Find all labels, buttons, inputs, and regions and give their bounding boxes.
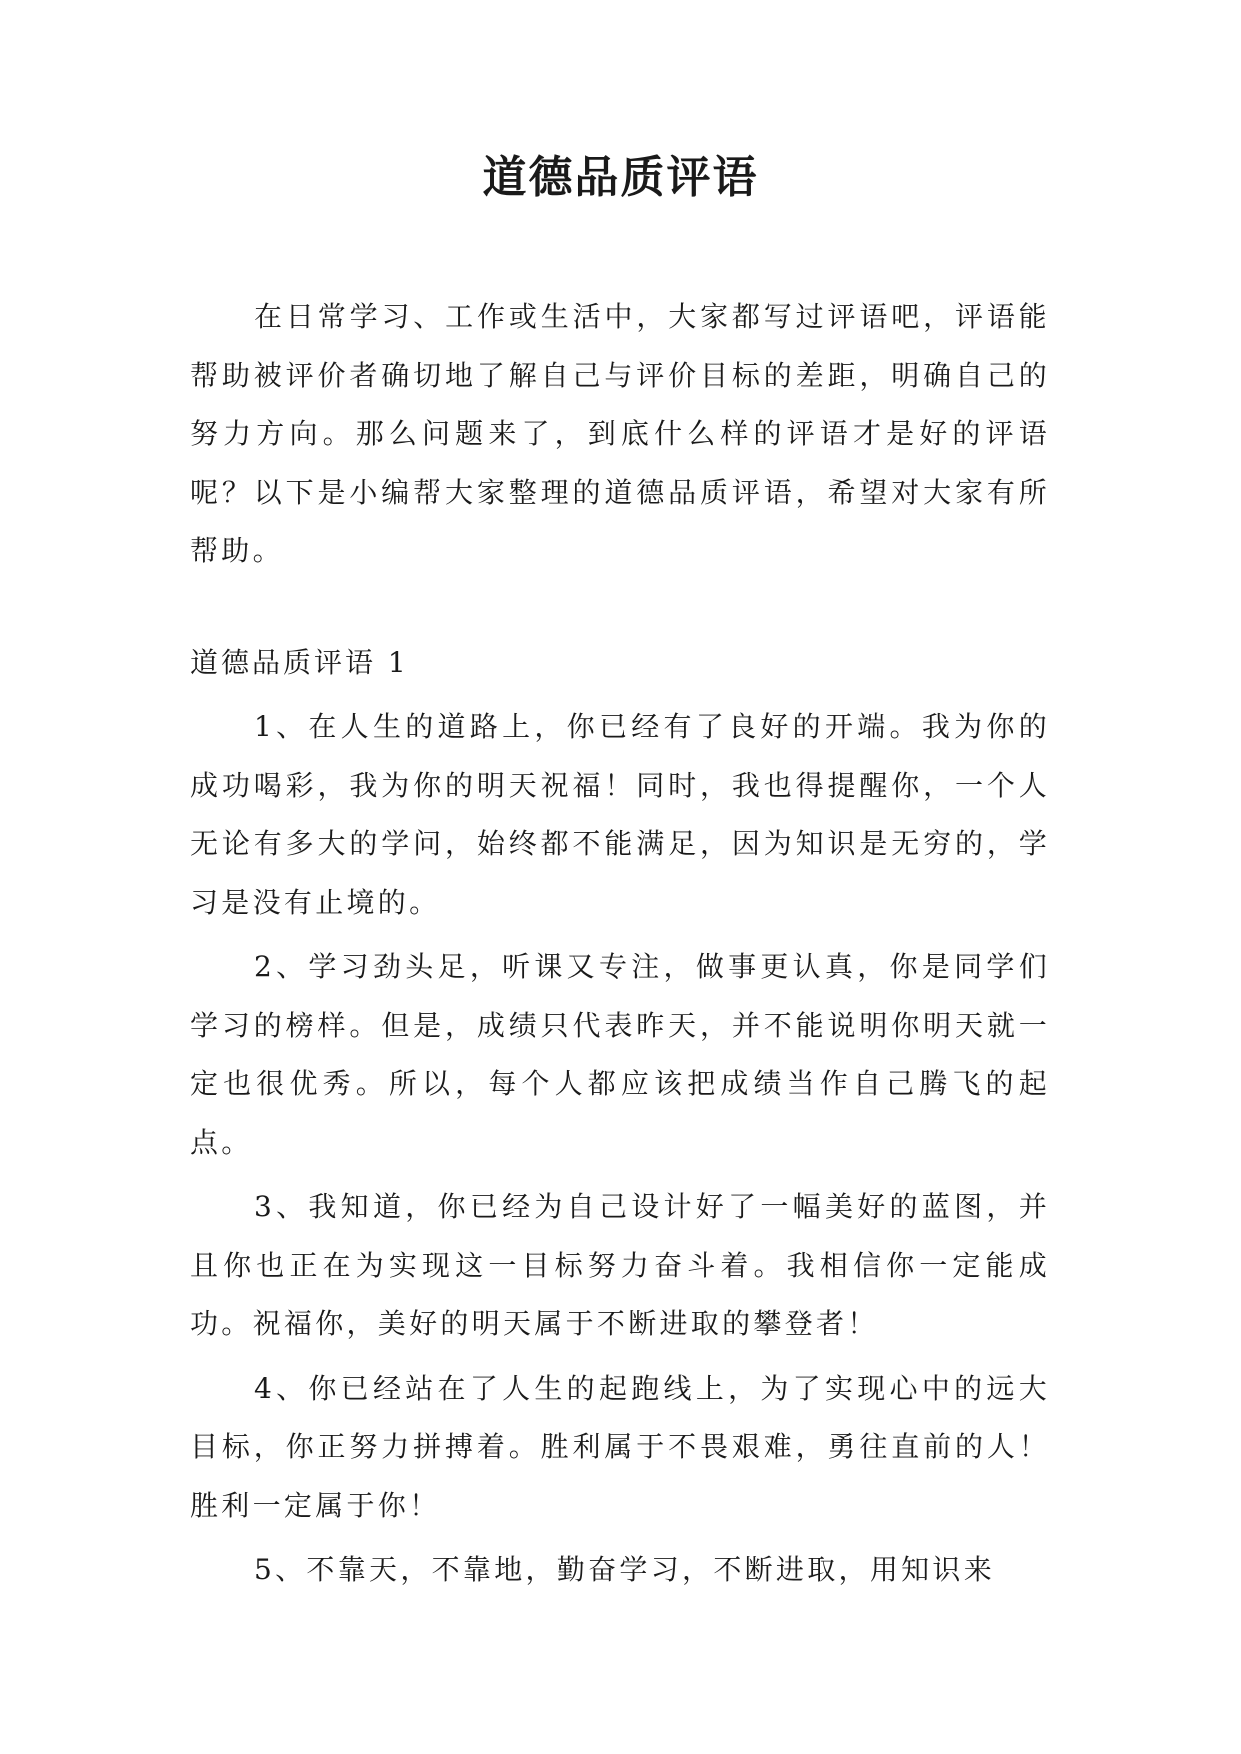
list-item: 4、你已经站在了人生的起跑线上，为了实现心中的远大目标，你正努力拼搏着。胜利属于不畏艰难，勇往直前的人！胜利一定属于你！ (190, 1371, 1050, 1522)
list-item: 1、在人生的道路上，你已经有了良好的开端。我为你的成功喝彩，我为你的明天祝福！同时，我也得提醒你，一个人无论有多大的学问，始终都不能满足，因为知识是无穷的，学习是没有止境的。 (190, 710, 1050, 919)
document-title: 道德品质评语 (482, 152, 759, 203)
intro-block (190, 288, 1050, 581)
list-item: 3、我知道，你已经为自己设计好了一幅美好的蓝图，并且你也正在为实现这一目标努力奋斗着。我相信你一定能成功。祝福你，美好的明天属于不断进取的攀登者！ (190, 1190, 1050, 1340)
list-item: 2、学习劲头足，听课又专注，做事更认真，你是同学们学习的榜样。但是，成绩只代表昨天，并不能说明你明天就一定也很优秀。所以，每个人都应该把成绩当作自己腾飞的起点。 (190, 950, 1050, 1159)
list-item: 5、不靠天，不靠地，勤奋学习，不断进取，用知识来 (254, 1553, 996, 1586)
intro-paragraph: 在日常学习、工作或生活中，大家都写过评语吧，评语能帮助被评价者确切地了解自己与评价目标的差距，明确自己的努力方向。那么问题来了，到底什么样的评语才是好的评语呢？以下是小编帮大家整理的道德品质评语，希望对大家有所帮助。 (190, 300, 1050, 567)
section-1 (190, 634, 1050, 1606)
section-heading: 道德品质评语 1 (190, 646, 409, 679)
